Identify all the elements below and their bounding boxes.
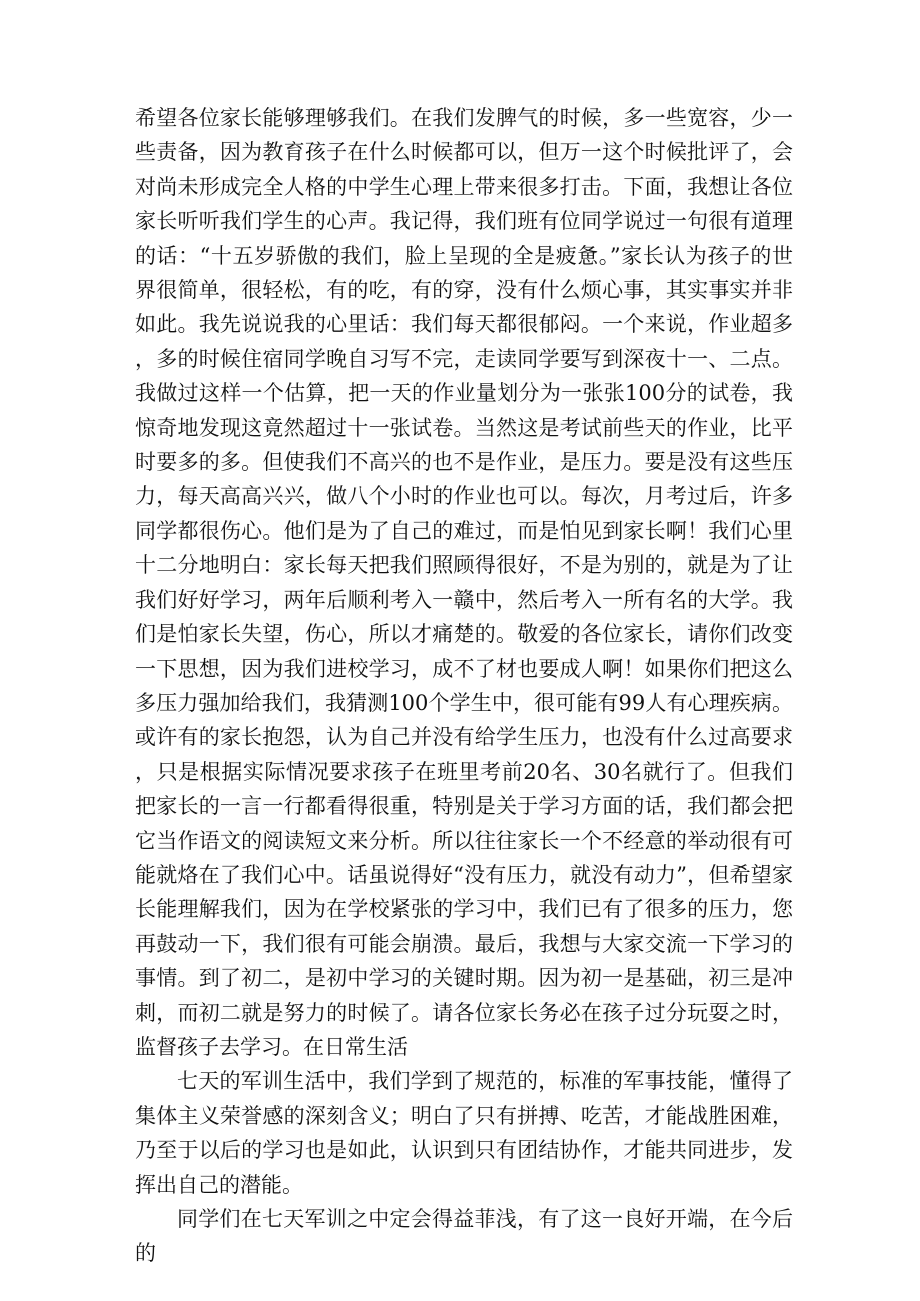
document-body [135, 101, 793, 1271]
paragraph-3: 同学们在七天军训之中定会得益菲浅，有了这一良好开端，在今后的 [135, 1207, 793, 1266]
paragraph-2: 七天的军训生活中，我们学到了规范的，标准的军事技能，懂得了集体主义荣誉感的深刻含义；明白了只有拼搏、吃苦，才能战胜困难，乃至于以后的学习也是如此，认识到只有团结协作，才能共同进步，发挥出自己的潜能。 [135, 1069, 793, 1197]
paragraph-1: 希望各位家长能够理够我们。在我们发脾气的时候，多一些宽容，少一些责备，因为教育孩子在什么时候都可以，但万一这个时候批评了，会对尚未形成完全人格的中学生心理上带来很多打击。下面，我想让各位家长听听我们学生的心声。我记得，我们班有位同学说过一句很有道理的话：“十五岁骄傲的我们，脸上呈现的全是疲惫。”家长认为孩子的世界很简单，很轻松，有的吃，有的穿，没有什么烦心事，其实事实并非如此。我先说说我的心里话：我们每天都很郁闷。一个来说，作业超多，多的时候住宿同学晚自习写不完，走读同学要写到深夜十一、二点。我做过这样一个估算，把一天的作业量划分为一张张100分的试卷，我惊奇地发现这竟然超过十一张试卷。当然这是考试前些天的作业，比平时要多的多。但使我们不高兴的也不是作业，是压力。要是没有这些压力，每天高高兴兴，做八个小时的作业也可以。每次，月考过后，许多同学都很伤心。他们是为了自己的难过，而是怕见到家长啊！我们心里十二分地明白：家长每天把我们照顾得很好，不是为别的，就是为了让我们好好学习，两年后顺利考入一赣中，然后考入一所有名的大学。我们是怕家长失望，伤心，所以才痛楚的。敬爱的各位家长，请你们改变一下思想，因为我们进校学习，成不了材也要成人啊！如果你们把这么多压力强加给我们，我猜测100个学生中，很可能有99人有心理疾病。或许有的家长抱怨，认为自己并没有给学生压力，也没有什么过高要求，只是根据实际情况要求孩子在班里考前20名、30名就行了。但我们把家长的一言一行都看得很重，特别是关于学习方面的话，我们都会把它当作语文的阅读短文来分析。所以往往家长一个不经意的举动很有可能就烙在了我们心中。话虽说得好“没有压力，就没有动力”，但希望家长能理解我们，因为在学校紧张的学习中，我们已有了很多的压力，您再鼓动一下，我们很有可能会崩溃。最后，我想与大家交流一下学习的事情。到了初二，是初中学习的关键时期。因为初一是基础，初三是冲刺，而初二就是努力的时候了。请各位家长务必在孩子过分玩耍之时，监督孩子去学习。在日常生活 [135, 106, 793, 1059]
